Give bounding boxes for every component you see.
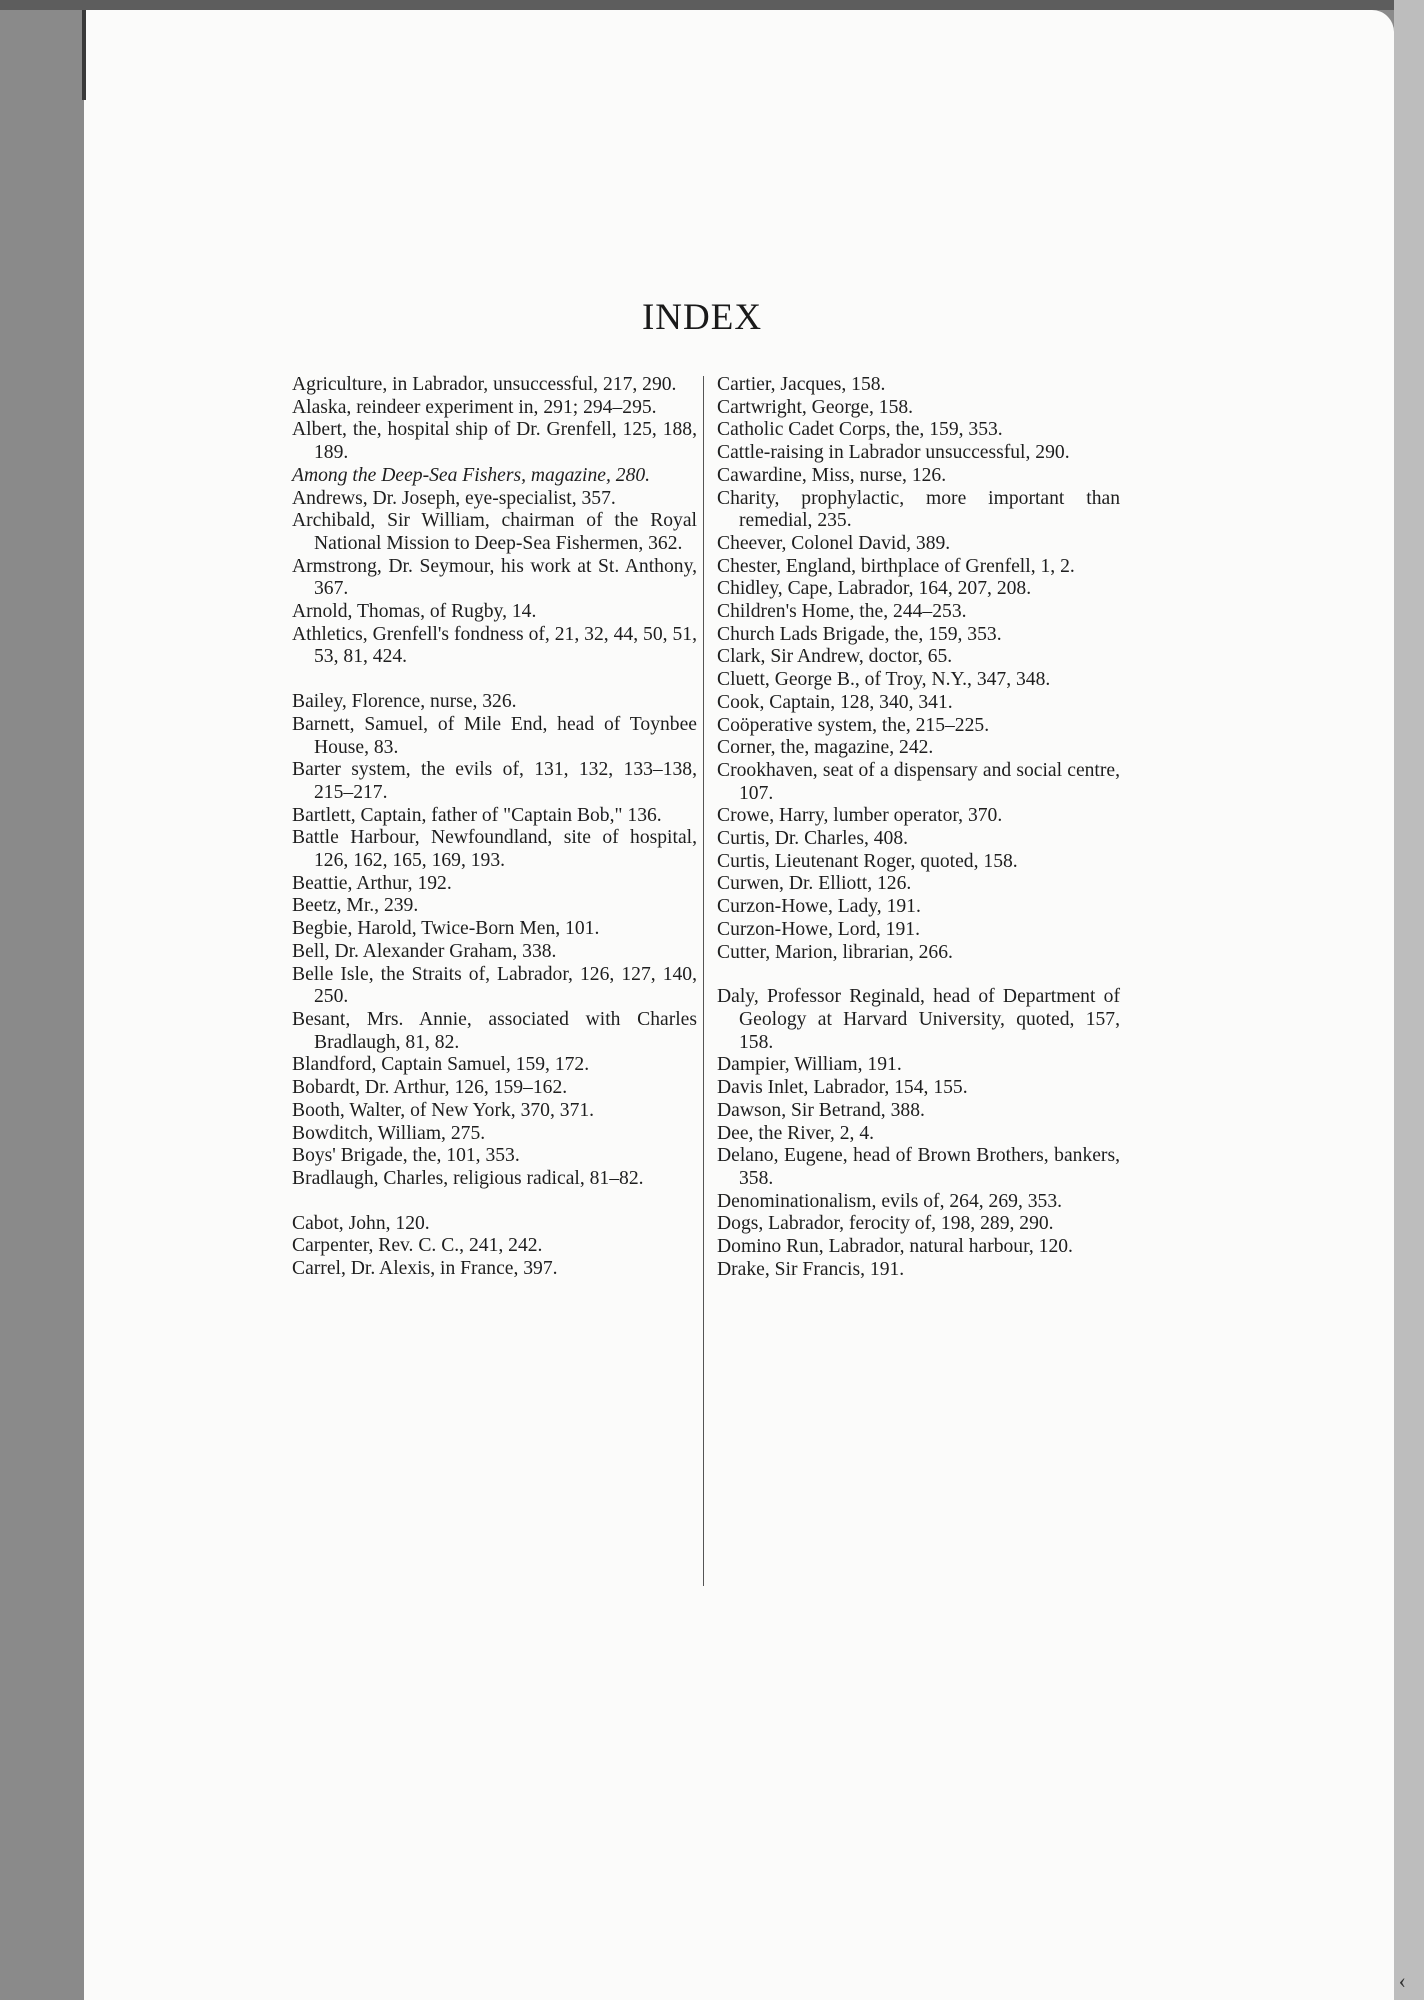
index-entry: Alaska, reindeer experiment in, 291; 294–295. <box>292 396 657 418</box>
index-entry: Barter system, the evils of, 131, 132, 133–138, 215–217. <box>292 759 697 803</box>
index-entry: Crookhaven, seat of a dispensary and social centre, 107. <box>717 759 1120 804</box>
index-entry: Catholic Cadet Corps, the, 159, 353. <box>717 419 1003 441</box>
index-entry: Curwen, Dr. Elliott, 126. <box>717 873 912 895</box>
index-entry: Booth, Walter, of New York, 370, 371. <box>292 1099 595 1121</box>
page-corner-mark: ‹ <box>1398 1968 1406 1993</box>
index-entry: Cawardine, Miss, nurse, 126. <box>717 464 947 486</box>
index-entry: Arnold, Thomas, of Rugby, 14. <box>292 601 537 623</box>
index-entry: Domino Run, Labrador, natural harbour, 120. <box>717 1236 1073 1258</box>
index-entry: Davis Inlet, Labrador, 154, 155. <box>717 1077 968 1099</box>
index-entry: Chidley, Cape, Labrador, 164, 207, 208. <box>717 578 1032 600</box>
letter-gap <box>292 669 697 691</box>
index-entry: Beetz, Mr., 239. <box>292 895 419 917</box>
index-entry: Drake, Sir Francis, 191. <box>717 1258 905 1280</box>
index-entry: Blandford, Captain Samuel, 159, 172. <box>292 1054 590 1076</box>
index-entry: Bowditch, William, 275. <box>292 1122 486 1144</box>
index-entry: Denominationalism, evils of, 264, 269, 353. <box>717 1190 1063 1212</box>
scan-border-top <box>0 0 1424 10</box>
index-entry: Bartlett, Captain, father of "Captain Bob," 136. <box>292 804 662 826</box>
index-entry: Corner, the, magazine, 242. <box>717 737 934 759</box>
letter-gap <box>717 964 1120 986</box>
index-entry: Cartwright, George, 158. <box>717 396 914 418</box>
index-entry: Cartier, Jacques, 158. <box>717 374 886 395</box>
index-entry: Belle Isle, the Straits of, Labrador, 126, 127, 140, 250. <box>292 963 697 1008</box>
index-entry: Curtis, Lieutenant Roger, quoted, 158. <box>717 850 1018 872</box>
index-entry: Begbie, Harold, Twice-Born Men, 101. <box>292 918 600 940</box>
index-entry: Besant, Mrs. Annie, associated with Charles Bradlaugh, 81, 82. <box>292 1008 697 1053</box>
index-entry: Carpenter, Rev. C. C., 241, 242. <box>292 1235 543 1257</box>
index-entry: Cook, Captain, 128, 340, 341. <box>717 691 953 713</box>
index-entry: Bell, Dr. Alexander Graham, 338. <box>292 940 557 962</box>
page-title: INDEX <box>641 297 763 338</box>
index-entry: Bradlaugh, Charles, religious radical, 81–82. <box>292 1167 644 1189</box>
scan-border-right <box>1394 0 1424 2000</box>
index-entry: Among the Deep-Sea Fishers, magazine, 280. <box>292 464 651 486</box>
index-entry: Boys' Brigade, the, 101, 353. <box>292 1145 520 1167</box>
index-entry: Armstrong, Dr. Seymour, his work at St. Anthony, 367. <box>292 555 697 600</box>
index-entry: Children's Home, the, 244–253. <box>717 601 967 623</box>
index-entry: Agriculture, in Labrador, unsuccessful, 217, 290. <box>292 374 677 395</box>
index-entry: Clark, Sir Andrew, doctor, 65. <box>717 646 953 668</box>
index-entry: Cattle-raising in Labrador unsuccessful, 290. <box>717 442 1070 464</box>
book-page <box>84 10 1394 2000</box>
index-entry: Athletics, Grenfell's fondness of, 21, 32, 44, 50, 51, 53, 81, 424. <box>292 623 697 668</box>
index-entry: Battle Harbour, Newfoundland, site of hospital, 126, 162, 165, 169, 193. <box>292 827 697 872</box>
index-entry: Curtis, Dr. Charles, 408. <box>717 828 909 850</box>
index-column-left <box>292 374 697 1281</box>
index-entry: Charity, prophylactic, more important than remedial, 235. <box>717 487 1120 532</box>
index-entry: Daly, Professor Reginald, head of Department of Geology at Harvard University, quoted, 157, 158. <box>717 986 1120 1053</box>
index-entry: Bailey, Florence, nurse, 326. <box>292 691 517 713</box>
index-column-right <box>717 374 1120 1281</box>
index-entry: Cabot, John, 120. <box>292 1212 430 1234</box>
letter-gap <box>292 1191 697 1213</box>
index-entry: Church Lads Brigade, the, 159, 353. <box>717 623 1002 645</box>
index-entry: Dampier, William, 191. <box>717 1054 902 1076</box>
index-entry: Dawson, Sir Betrand, 388. <box>717 1099 925 1121</box>
index-entry: Cutter, Marion, librarian, 266. <box>717 941 953 963</box>
index-entry: Crowe, Harry, lumber operator, 370. <box>717 805 1003 827</box>
index-entry: Chester, England, birthplace of Grenfell, 1, 2. <box>717 555 1075 577</box>
index-entry: Andrews, Dr. Joseph, eye-specialist, 357. <box>292 487 616 509</box>
index-entry: Cheever, Colonel David, 389. <box>717 532 951 554</box>
index-entry: Curzon-Howe, Lady, 191. <box>717 896 921 918</box>
index-entry: Dee, the River, 2, 4. <box>717 1122 875 1144</box>
index-entry: Carrel, Dr. Alexis, in France, 397. <box>292 1258 558 1280</box>
index-entry: Coöperative system, the, 215–225. <box>717 714 990 736</box>
index-entry: Beattie, Arthur, 192. <box>292 872 452 894</box>
column-divider <box>703 376 704 1586</box>
index-entry: Dogs, Labrador, ferocity of, 198, 289, 290. <box>717 1213 1054 1235</box>
index-entry: Barnett, Samuel, of Mile End, head of Toynbee House, 83. <box>292 713 697 758</box>
page-spine <box>82 10 86 100</box>
index-entry: Albert, the, hospital ship of Dr. Grenfell, 125, 188, 189. <box>292 419 697 464</box>
index-entry: Delano, Eugene, head of Brown Brothers, bankers, 358. <box>717 1145 1120 1189</box>
index-entry: Curzon-Howe, Lord, 191. <box>717 918 920 940</box>
index-entry: Bobardt, Dr. Arthur, 126, 159–162. <box>292 1077 568 1099</box>
index-entry: Archibald, Sir William, chairman of the Royal National Mission to Deep-Sea Fishermen, 362. <box>292 510 697 554</box>
index-entry: Cluett, George B., of Troy, N.Y., 347, 348. <box>717 669 1051 691</box>
